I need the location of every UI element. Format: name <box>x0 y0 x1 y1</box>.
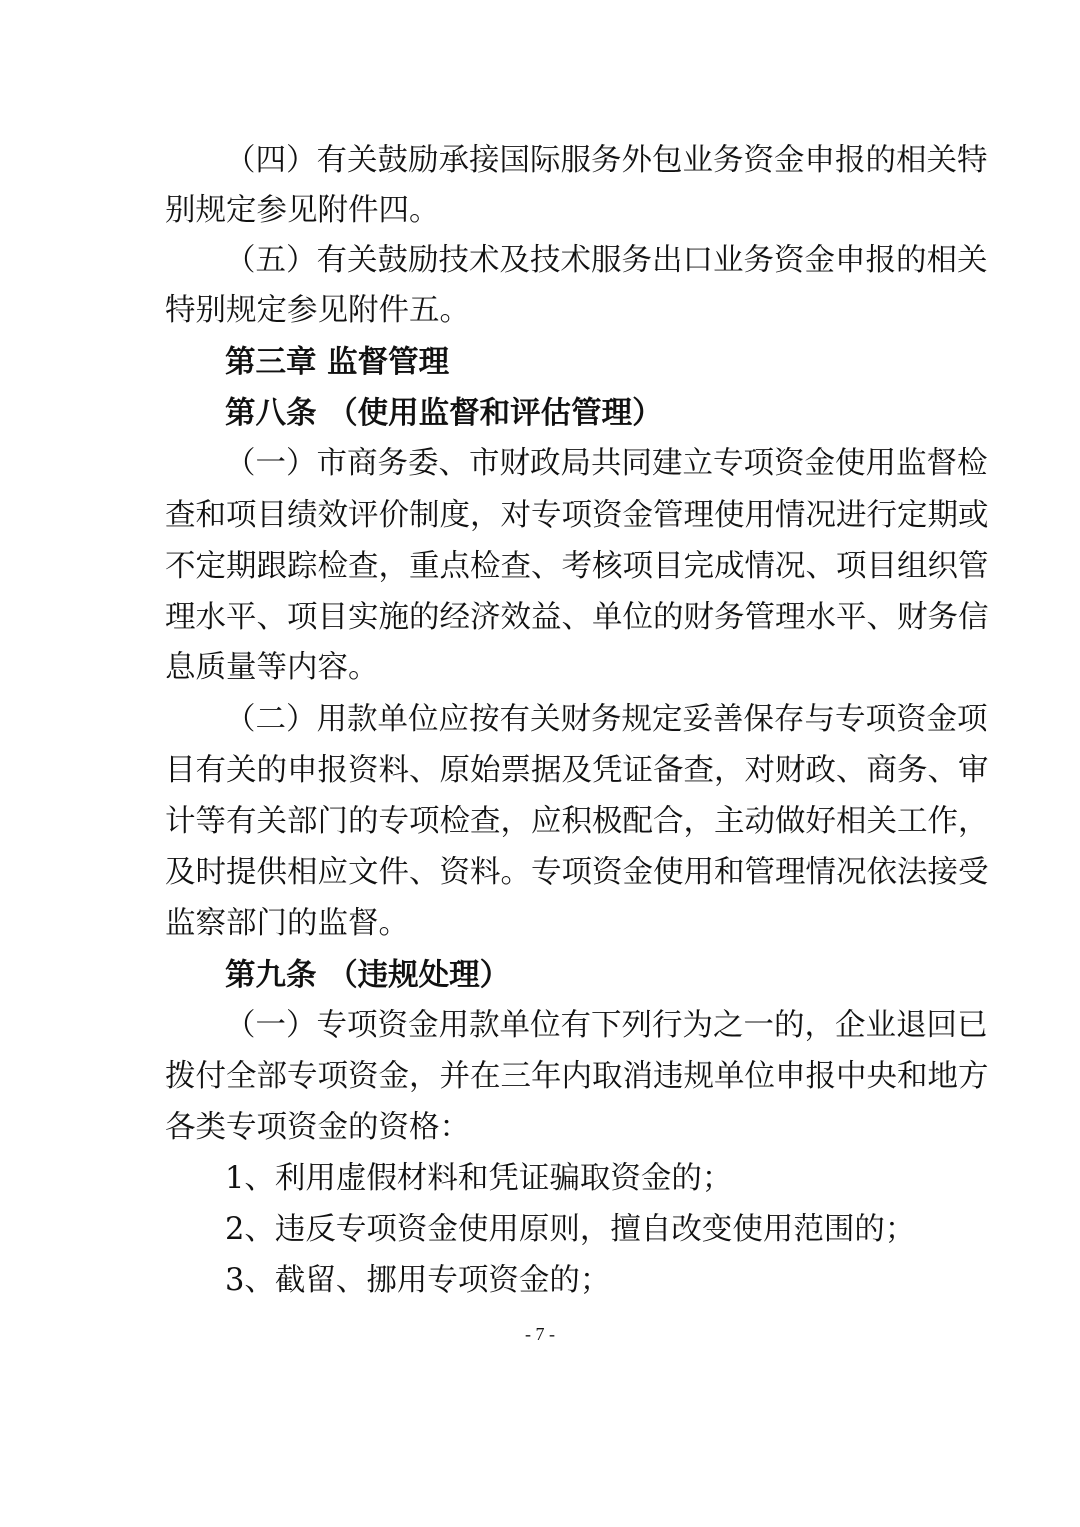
chapter-heading: 第三章 监督管理 <box>225 344 450 380</box>
paragraph-line: 目有关的申报资料、原始票据及凭证备查，对财政、商务、审 <box>165 753 989 788</box>
paragraph-line: 别规定参见附件四。 <box>165 193 440 228</box>
list-item: 2、违反专项资金使用原则，擅自改变使用范围的； <box>225 1212 916 1247</box>
paragraph-line: 计等有关部门的专项检查，应积极配合，主动做好相关工作， <box>165 804 989 839</box>
paragraph-line: （四）有关鼓励承接国际服务外包业务资金申报的相关特 <box>225 143 988 178</box>
paragraph-line: 息质量等内容。 <box>165 650 379 685</box>
paragraph-line: 各类专项资金的资格： <box>165 1110 470 1145</box>
list-item: 1、利用虚假材料和凭证骗取资金的； <box>225 1161 733 1196</box>
paragraph-line: 监察部门的监督。 <box>165 906 409 941</box>
page-number: - 7 - <box>525 1324 555 1344</box>
paragraph-line: 不定期跟踪检查，重点检查、考核项目完成情况、项目组织管 <box>165 549 989 584</box>
paragraph-line: （五）有关鼓励技术及技术服务出口业务资金申报的相关 <box>225 243 988 278</box>
article-heading: 第八条 （使用监督和评估管理） <box>225 395 663 431</box>
list-item: 3、截留、挪用专项资金的； <box>225 1263 611 1298</box>
paragraph-line: 特别规定参见附件五。 <box>165 293 470 328</box>
paragraph-line: 及时提供相应文件、资料。专项资金使用和管理情况依法接受 <box>165 855 989 890</box>
paragraph-line: 查和项目绩效评价制度，对专项资金管理使用情况进行定期或 <box>165 498 989 533</box>
article-heading: 第九条 （违规处理） <box>225 957 511 993</box>
paragraph-line: （二）用款单位应按有关财务规定妥善保存与专项资金项 <box>225 702 988 737</box>
paragraph-line: （一）市商务委、市财政局共同建立专项资金使用监督检 <box>225 446 988 481</box>
paragraph-line: （一）专项资金用款单位有下列行为之一的，企业退回已 <box>225 1008 988 1043</box>
paragraph-line: 理水平、项目实施的经济效益、单位的财务管理水平、财务信 <box>165 600 989 635</box>
paragraph-line: 拨付全部专项资金，并在三年内取消违规单位申报中央和地方 <box>165 1059 989 1094</box>
